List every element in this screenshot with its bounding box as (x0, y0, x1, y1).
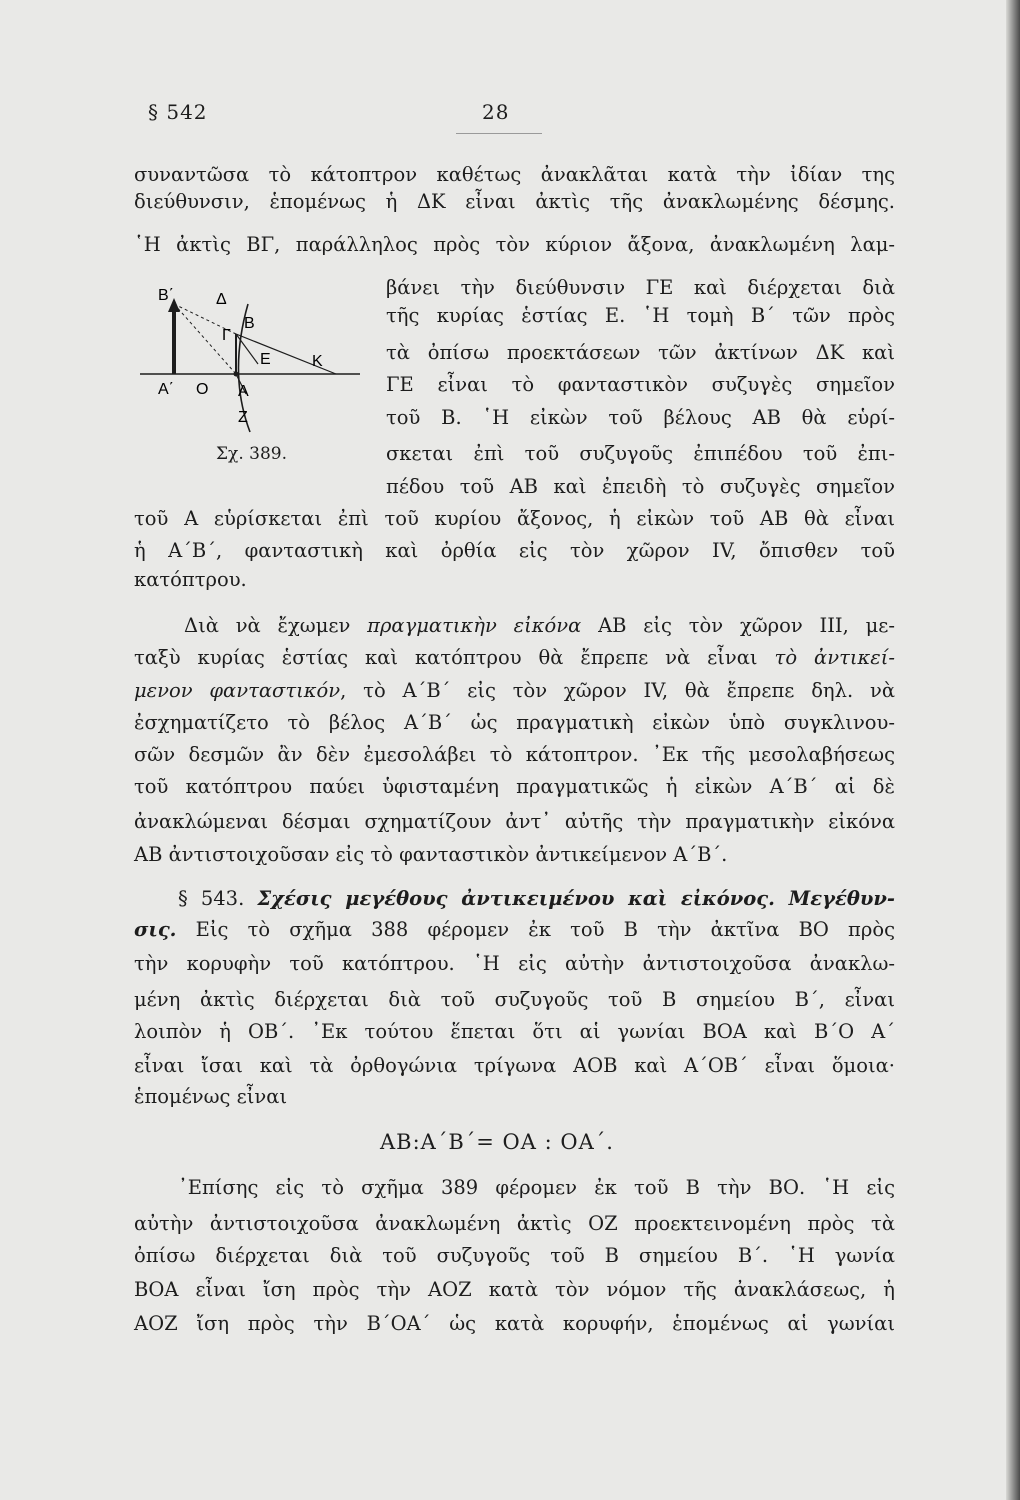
label-z: Ζ (238, 409, 248, 426)
equation: ΑΒ:Α΄Β΄= ΟΑ : ΟΑ΄. (380, 1130, 614, 1154)
text-line: βάνει τὴν διεύθυνσιν ΓΕ καὶ διέρχεται διὰ (386, 276, 895, 299)
italic-term: πραγματικὴν εἰκόνα (367, 614, 582, 637)
text-line: ἡ Α΄Β΄, φανταστικὴ καὶ ὀρθία εἰς τὸν χῶρον IV, ὄπισθεν τοῦ (134, 539, 895, 562)
text-line: σῶν δεσμῶν ἂν δὲν ἐμεσολάβει τὸ κάτοπτρον. ᾿Εκ τῆς μεσολαβήσεως (134, 743, 895, 766)
text-line: τὴν κορυφὴν τοῦ κατόπτρου. ῾Η εἰς αὐτὴν ἀντιστοιχοῦσα ἀνακλω- (134, 952, 895, 975)
text-line: ὀπίσω διέρχεται διὰ τοῦ συζυγοῦς τοῦ Β σημείου Β΄. ῾Η γωνία (134, 1244, 895, 1267)
page-number: 28 (482, 100, 510, 124)
text-line: τοῦ κατόπτρου παύει ὑφισταμένη πραγματικῶς ἡ εἰκὼν Α΄Β΄ αἱ δὲ (134, 775, 895, 798)
section-title: Σχέσις μεγέθους ἀντικειμένου καὶ εἰκόνος. Μεγέθυν- (257, 887, 895, 910)
label-delta: Δ (216, 291, 227, 308)
section-title-end: σις. (134, 918, 177, 941)
text-line: ΑΟΖ ἴση πρὸς τὴν Β΄ΟΑ΄ ὡς κατὰ κορυφήν, ἑπομένως αἱ γωνίαι (134, 1312, 895, 1335)
figure-caption: Σχ. 389. (216, 444, 287, 464)
italic-term: μενον φανταστικόν (134, 679, 341, 702)
header-rule (456, 133, 542, 134)
label-o: Ο (196, 381, 209, 398)
text-line: μένη ἀκτὶς διέρχεται διὰ τοῦ συζυγοῦς τοῦ Β σημείου Β΄, εἶναι (134, 988, 895, 1011)
label-b: Β (244, 315, 255, 332)
text-line: εἶναι ἴσαι καὶ τὰ ὀρθογώνια τρίγωνα ΑΟΒ καὶ Α΄ΟΒ΄ εἶναι ὅμοια· (134, 1054, 895, 1077)
text-line: ΑΒ ἀντιστοιχοῦσαν εἰς τὸ φανταστικὸν ἀντικείμενον Α΄Β΄. (134, 843, 728, 866)
text-line (134, 917, 895, 943)
paragraph-start-line: ᾿Επίσης εἰς τὸ σχῆμα 389 φέρομεν ἐκ τοῦ Β τὴν ΒΟ. ῾Η εἰς (178, 1176, 895, 1199)
text-line: ΒΟΑ εἶναι ἴση πρὸς τὴν ΑΟΖ κατὰ τὸν νόμον τῆς ἀνακλάσεως, ἡ (134, 1278, 895, 1301)
text-span: ταξὺ κυρίας ἑστίας καὶ κατόπτρου θὰ ἔπρεπε νὰ εἶναι (134, 646, 775, 669)
label-e: Ε (260, 351, 271, 368)
text-line: ἐσχηματίζετο τὸ βέλος Α΄Β΄ ὡς πραγματικὴ εἰκὼν ὑπὸ συγκλινου- (134, 711, 895, 734)
point-mark (234, 372, 239, 377)
text-line: συναντῶσα τὸ κάτοπτρον καθέτως ἀνακλᾶται κατὰ τὴν ἰδίαν της (134, 163, 895, 186)
label-k: Κ (312, 353, 323, 370)
italic-term: τὸ ἀντικεί- (774, 646, 895, 669)
text-line: τοῦ Α εὑρίσκεται ἐπὶ τοῦ κυρίου ἄξονος, ἡ εἰκὼν τοῦ ΑΒ θὰ εἶναι (134, 507, 895, 530)
label-b-prime: Β΄ (158, 287, 174, 304)
text-line (134, 678, 895, 704)
label-a-prime: Α΄ (158, 381, 174, 398)
text-line: πέδου τοῦ ΑΒ καὶ ἐπειδὴ τὸ συζυγὲς σημεῖον (386, 475, 895, 498)
label-a: Α (238, 383, 249, 400)
section-number: § 543. (178, 887, 258, 910)
text-span: , τὸ Α΄Β΄ εἰς τὸν χῶρον IV, θὰ ἔπρεπε δηλ. νὰ (340, 679, 896, 702)
text-line: αὐτὴν ἀντιστοιχοῦσα ἀνακλωμένη ἀκτὶς ΟΖ προεκτεινομένη πρὸς τὰ (134, 1212, 895, 1235)
text-line: τοῦ Β. ῾Η εἰκὼν τοῦ βέλους ΑΒ θὰ εὑρί- (386, 406, 895, 429)
text-span: Διὰ νὰ ἔχωμεν (184, 614, 368, 637)
paragraph-start-line (184, 613, 895, 639)
page-edge (1006, 0, 1020, 1500)
text-span: ΑΒ εἰς τὸν χῶρον III, με- (581, 614, 895, 637)
section-heading-line (178, 886, 895, 912)
text-line: κατόπτρου. (134, 568, 247, 591)
label-gamma: Γ (222, 327, 231, 344)
text-line: ἀνακλώμεναι δέσμαι σχηματίζουν ἀντ᾿ αὐτῆς τὴν πραγματικὴν εἰκόνα (134, 810, 895, 833)
text-line: ἑπομένως εἶναι (134, 1085, 288, 1108)
text-line: ΓΕ εἶναι τὸ φανταστικὸν συζυγὲς σημεῖον (386, 373, 895, 396)
text-span: Εἰς τὸ σχῆμα 388 φέρομεν ἐκ τοῦ Β τὴν ἀκτῖνα ΒΟ πρὸς (176, 918, 895, 941)
text-line: τὰ ὀπίσω προεκτάσεων τῶν ἀκτίνων ΔΚ καὶ (386, 341, 895, 364)
text-line: τῆς κυρίας ἑστίας Ε. ῾Η τομὴ Β΄ τῶν πρὸς (386, 304, 895, 327)
section-header: § 542 (148, 100, 208, 124)
mirror-ray-diagram (140, 282, 380, 442)
text-line: λοιπὸν ἡ ΟΒ΄. ᾿Εκ τούτου ἕπεται ὅτι αἱ γωνίαι ΒΟΑ καὶ Β΄Ο Α΄ (134, 1020, 895, 1043)
text-line: διεύθυνσιν, ἑπομένως ἡ ΔΚ εἶναι ἀκτὶς τῆς ἀνακλωμένης δέσμης. (134, 190, 895, 213)
text-line: ῾Η ἀκτὶς ΒΓ, παράλληλος πρὸς τὸν κύριον ἄξονα, ἀνακλωμένη λαμ- (134, 233, 895, 256)
text-line (134, 645, 895, 671)
text-line: σκεται ἐπὶ τοῦ συζυγοῦς ἐπιπέδου τοῦ ἐπι- (386, 442, 895, 465)
